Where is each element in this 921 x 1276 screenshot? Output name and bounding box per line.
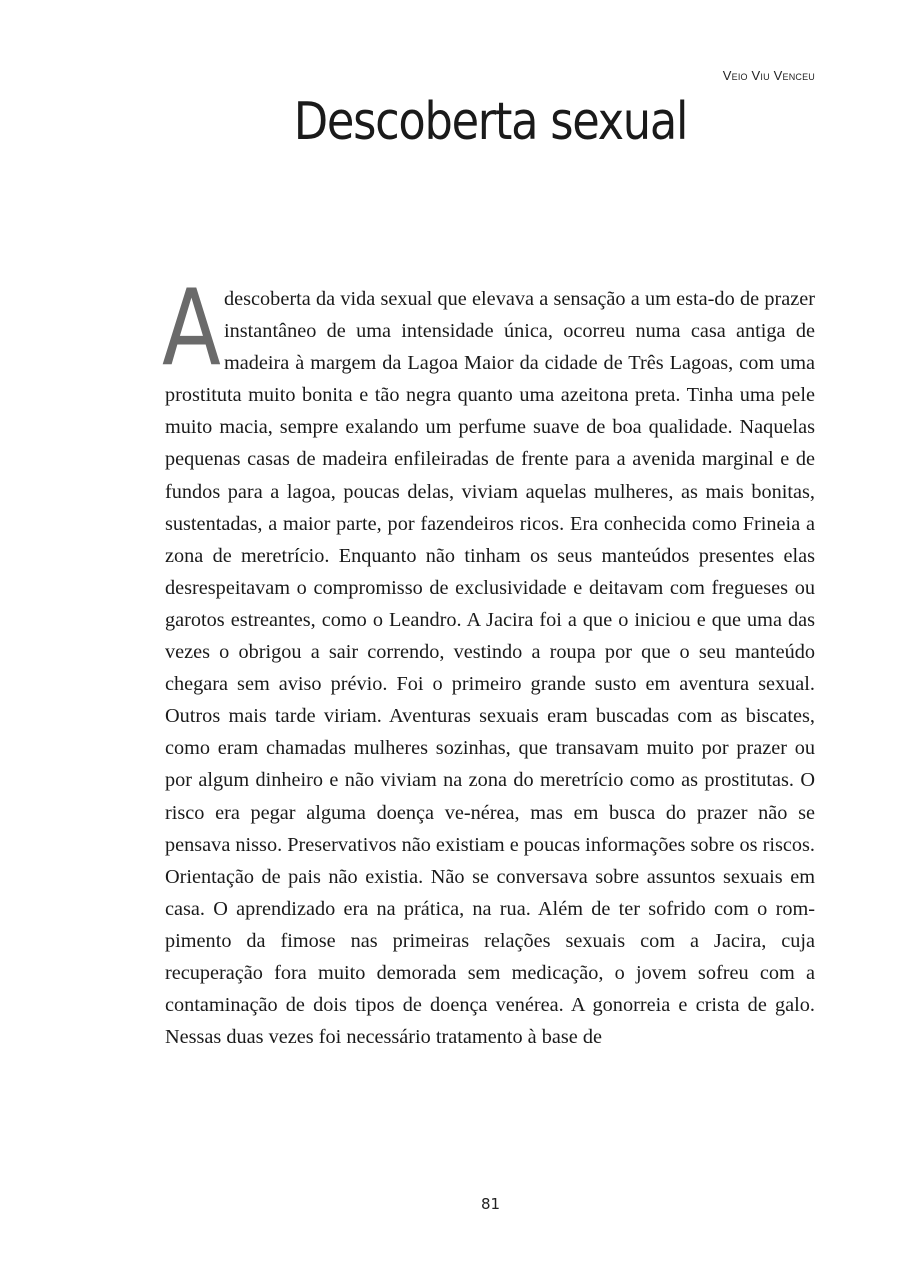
chapter-title: Descoberta sexual [293, 92, 688, 152]
running-header: Veio Viu Venceu [722, 68, 815, 83]
paragraph-text: descoberta da vida sexual que elevava a sensação a um esta-do de prazer instantâneo de uma intensidade única, ocorreu numa casa antiga de madeira à margem da Lagoa Maior da cidade de Três Lagoas, com uma prostituta muito bonita e tão negra quanto uma azeitona preta. Tinha uma pele muito macia, sempre exalando um perfume suave de boa qualidade. Naquelas pequenas casas de madeira enfileiradas de frente para a avenida marginal e de fundos para a lagoa, poucas delas, viviam aquelas mulheres, as mais bonitas, sustentadas, a maior parte, por fazendeiros ricos. Era conhecida como Frineia a zona de meretrício. Enquanto não tinham os seus manteúdos presentes elas desrespeitavam o compromisso de exclusividade e deitavam com fregueses ou garotos estreantes, como o Leandro. A Jacira foi a que o iniciou e que uma das vezes o obrigou a sair correndo, vestindo a roupa por que o seu manteúdo chegara sem aviso prévio. Foi o primeiro grande susto em aventura sexual. Outros mais tarde viriam. Aventuras sexuais eram buscadas com as biscates, como eram chamadas mulheres sozinhas, que transavam muito por prazer ou por algum dinheiro e não viviam na zona do meretrício como as prostitutas. O risco era pegar alguma doença ve-nérea, mas em busca do prazer não se pensava nisso. Preservativos não existiam e poucas informações sobre os riscos. Orientação de pais não existia. Não se conversava sobre assuntos sexuais em casa. O aprendizado era na prática, na rua. Além de ter sofrido com o rom-pimento da fimose nas primeiras relações sexuais com a Jacira, cuja recuperação fora muito demorada sem medicação, o jovem sofreu com a contaminação de dois tipos de doença venérea. A gonorreia e crista de galo. Nessas duas vezes foi necessário tratamento à base de [165, 288, 815, 1049]
page-number: 81 [480, 1195, 501, 1213]
drop-cap: A [162, 267, 221, 389]
body-paragraph [162, 267, 815, 1053]
